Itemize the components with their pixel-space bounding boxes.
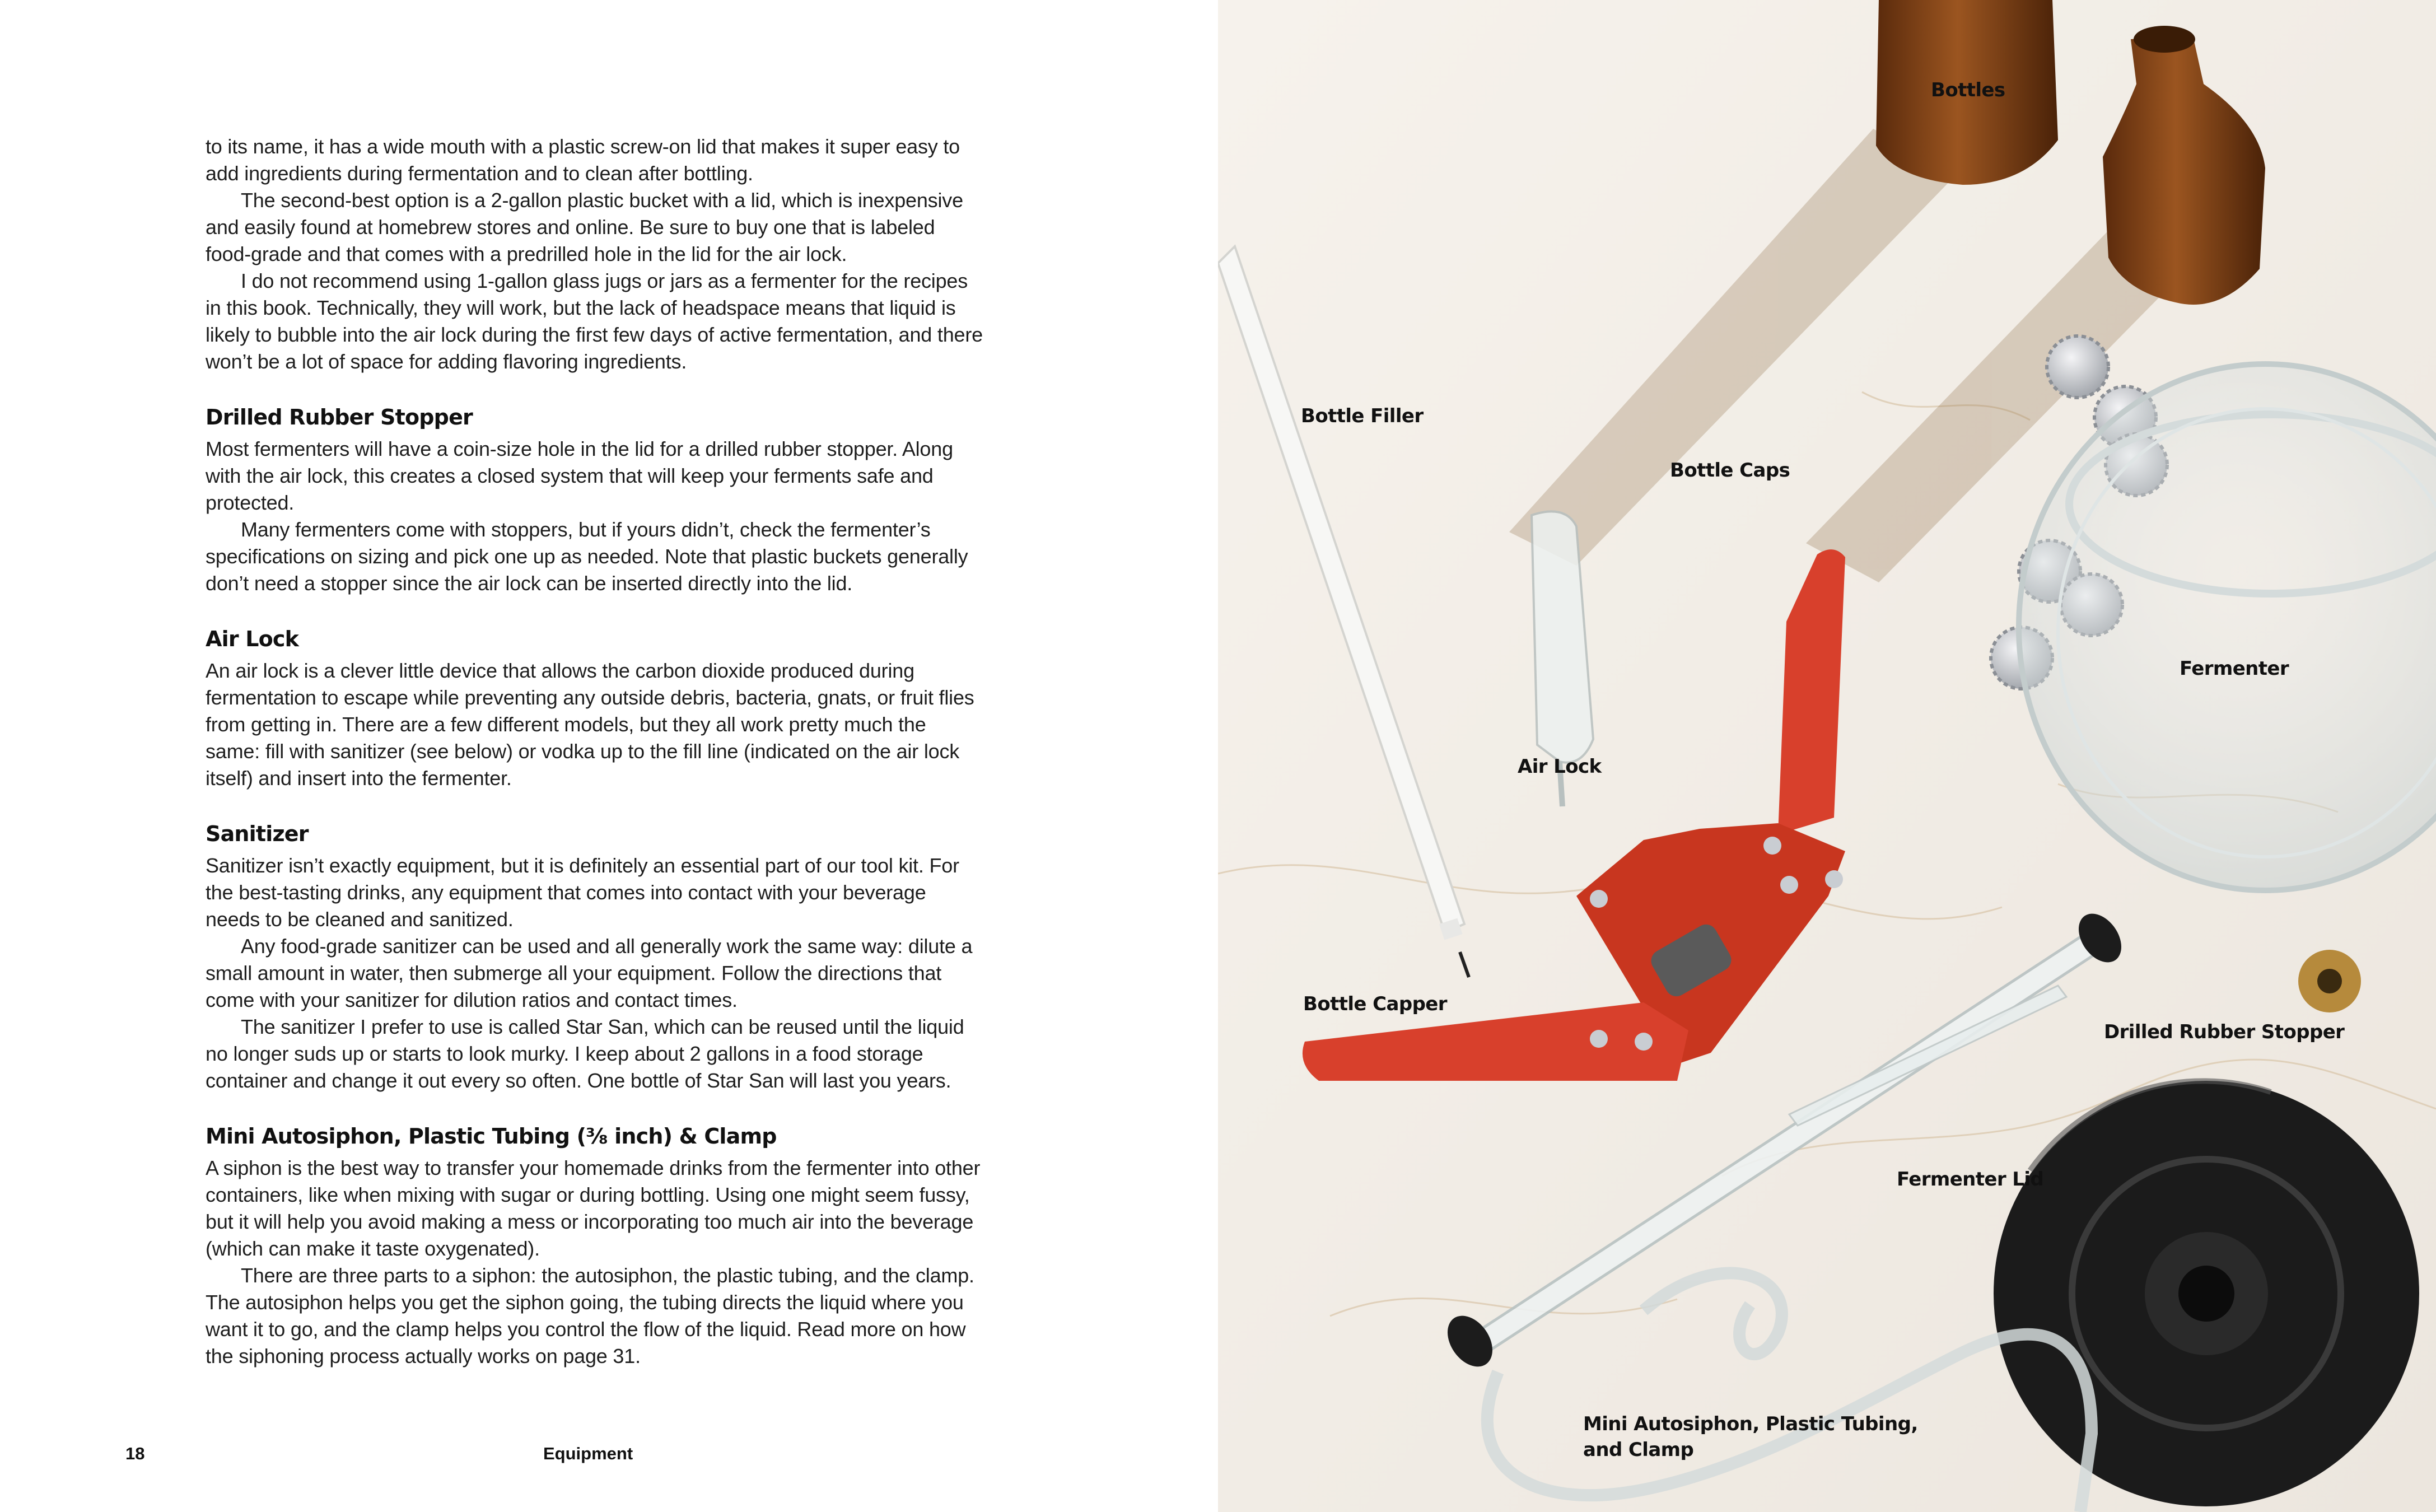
paragraph: Most fermenters will have a coin-size hole in the lid for a drilled rubber stopper. Along with the air lock, this creates a closed system that will keep your ferments safe and protected. (206, 437, 953, 514)
section-heading: Air Lock (206, 627, 299, 651)
section-heading: Drilled Rubber Stopper (206, 405, 473, 430)
section-air-lock (206, 625, 984, 792)
section-sanitizer (206, 820, 984, 1094)
label-bottle-capper: Bottle Capper (1303, 993, 1447, 1015)
label-fermenter-lid: Fermenter Lid (1897, 1168, 2044, 1191)
label-fermenter: Fermenter (2180, 657, 2289, 680)
fermenter-lid (1994, 1081, 2419, 1506)
paragraph: Any food-grade sanitizer can be used and all generally work the same way: dilute a small amount in water, then submerge all your equipment. Follow the directions that come with your sanitizer for dilution ratios and contact times. (206, 935, 973, 1011)
label-bottles: Bottles (1931, 79, 2005, 101)
page-number: 18 (125, 1444, 145, 1463)
intro-paragraph: to its name, it has a wide mouth with a plastic screw-on lid that makes it super easy to add ingredients during fermentation and to clean after bottling. (206, 135, 960, 185)
label-bottle-caps: Bottle Caps (1670, 459, 1790, 482)
section-heading: Sanitizer (206, 822, 309, 846)
paragraph: There are three parts to a siphon: the autosiphon, the plastic tubing, and the clamp. The autosiphon helps you get the siphon going, the tubing directs the liquid where you want it to go, and the clamp helps you control the flow of the liquid. Read more on how the siphoning process actually works on page 31. (206, 1264, 974, 1368)
label-bottle-filler: Bottle Filler (1301, 405, 1424, 427)
equipment-photo (1218, 0, 2436, 1512)
section-heading: Mini Autosiphon, Plastic Tubing (⅜ inch) & Clamp (206, 1124, 777, 1149)
paragraph: Sanitizer isn’t exactly equipment, but it is definitely an essential part of our tool kit. For the best-tasting drinks, any equipment that comes into contact with your beverage needs to be cleaned and sanitized. (206, 854, 959, 931)
drilled-rubber-stopper (2298, 950, 2361, 1012)
body-text (206, 133, 984, 1370)
label-drilled-rubber-stopper: Drilled Rubber Stopper (2104, 1021, 2345, 1043)
paragraph: Many fermenters come with stoppers, but if yours didn’t, check the fermenter’s specifications on sizing and pick one up as needed. Note that plastic buckets generally don’t need a stopper since the air lock can be inserted directly into the lid. (206, 518, 968, 595)
paragraph: The sanitizer I prefer to use is called Star San, which can be reused until the liquid no longer suds up or starts to look murky. I keep about 2 gallons in a food storage container and change it out every so often. One bottle of Star San will last you years. (206, 1015, 964, 1092)
intro-paragraph: I do not recommend using 1-gallon glass jugs or jars as a fermenter for the recipes in this book. Technically, they will work, but the lack of headspace means that liquid is likely to bubble into the air lock during the first few days of active fermentation, and there won’t be a lot of space for adding flavoring ingredients. (206, 269, 983, 373)
intro-paragraph: The second-best option is a 2-gallon plastic bucket with a lid, which is inexpensive and easily found at homebrew stores and online. Be sure to buy one that is labeled food-grade and that comes with a predrilled hole in the lid for the air lock. (206, 189, 963, 265)
equipment-photo-page (1218, 0, 2436, 1512)
running-foot: Equipment (543, 1444, 633, 1463)
paragraph: A siphon is the best way to transfer your homemade drinks from the fermenter into other containers, like when mixing with sugar or during bottling. Using one might seem fussy, but it will help you avoid making a mess or incorporating too much air into the beverage (which can make it taste oxygenated). (206, 1156, 981, 1260)
section-mini-autosiphon (206, 1122, 984, 1370)
label-air-lock: Air Lock (1518, 755, 1602, 778)
section-drilled-rubber-stopper (206, 403, 984, 597)
paragraph: An air lock is a clever little device that allows the carbon dioxide produced during fermentation to escape while preventing any outside debris, bacteria, gnats, or fruit flies from getting in. There are a few different models, but they all work pretty much the same: fill with sanitizer (see below) or vodka up to the fill line (indicated on the air lock itself) and insert into the fermenter. (206, 659, 974, 790)
label-mini-autosiphon: Mini Autosiphon, Plastic Tubing, and Clamp (1583, 1413, 1918, 1461)
